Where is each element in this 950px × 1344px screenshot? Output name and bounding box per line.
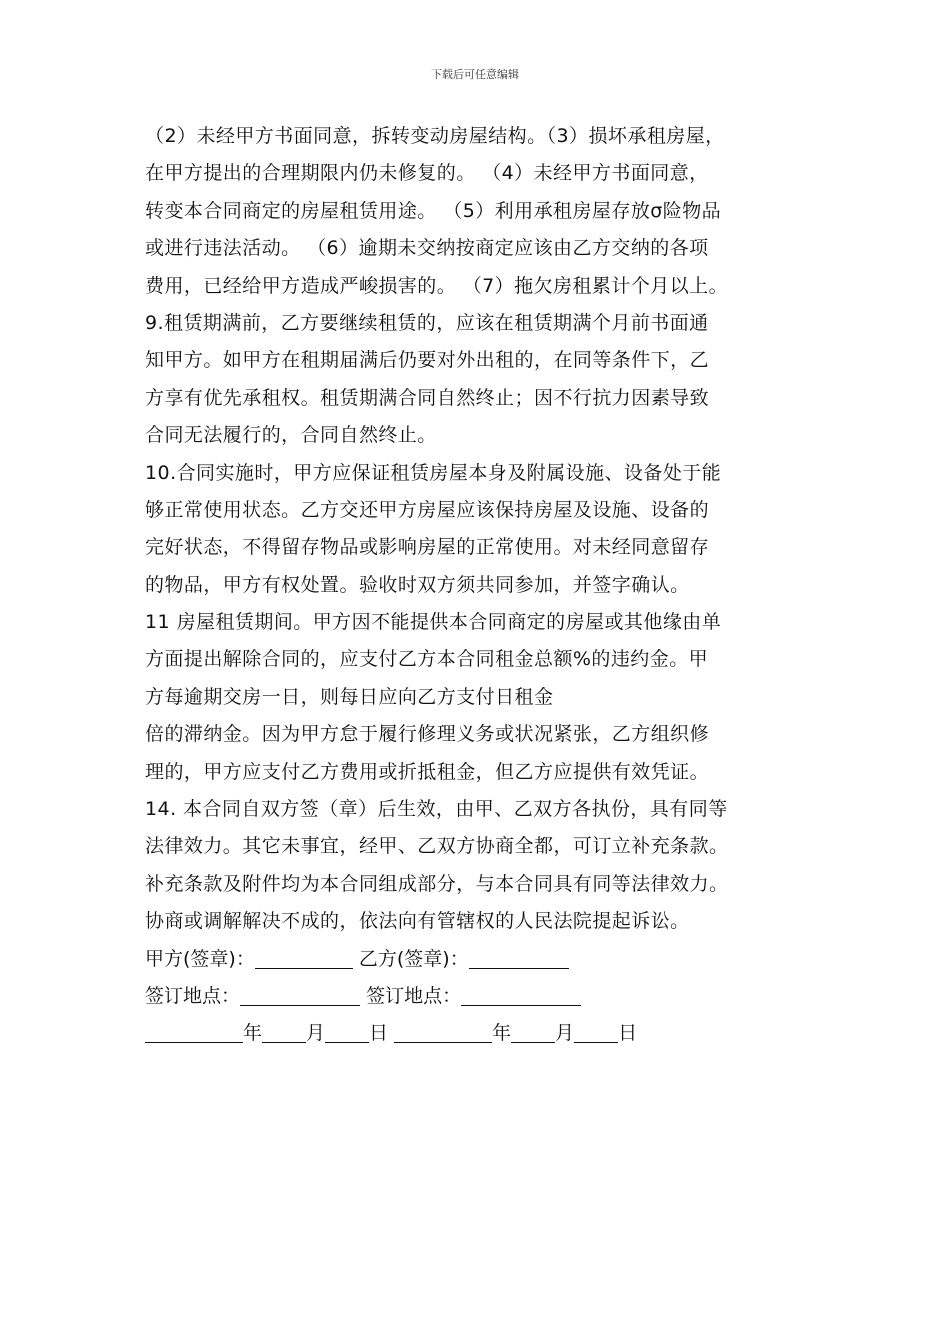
party-a-blank	[255, 946, 353, 969]
text-line: 方享有优先承租权。租赁期满合同自然终止；因不行抗力因素导致	[145, 386, 710, 409]
place-row	[145, 978, 835, 1015]
text-line: 完好状态，不得留存物品或影响房屋的正常使用。对未经同意留存	[145, 536, 710, 559]
signature-row	[145, 941, 835, 978]
text-line: 法律效力。其它未事宜，经甲、乙双方协商全都，可订立补充条款。	[145, 835, 729, 858]
text-line: 费用，已经给甲方造成严峻损害的。 （7）拖欠房租累计个月以上。	[145, 274, 729, 297]
place-a-blank	[240, 983, 360, 1006]
year-blank-b	[394, 1020, 492, 1043]
party-a-label: 甲方(签章)：	[145, 947, 255, 970]
text-line: 14. 本合同自双方签（章）后生效，由甲、乙双方各执份，具有同等	[145, 798, 728, 821]
text-line: 9.租赁期满前，乙方要继续租赁的，应该在租赁期满个月前书面通	[145, 311, 709, 334]
party-b-label: 乙方(签章)：	[358, 947, 469, 970]
place-label-a: 签订地点：	[145, 984, 241, 1007]
text-line: 转变本合同商定的房屋租赁用途。 （5）利用承租房屋存放σ险物品	[145, 199, 722, 222]
year-label-a: 年	[243, 1022, 263, 1045]
text-line: 11 房屋租赁期间。甲方因不能提供本合同商定的房屋或其他缘由单	[145, 611, 722, 634]
day-label-b: 日	[618, 1022, 638, 1045]
text-line: 方每逾期交房一日，则每日应向乙方支付日租金	[145, 685, 554, 708]
year-blank-a	[145, 1020, 243, 1043]
text-line: 够正常使用状态。乙方交还甲方房屋应该保持房屋及设施、设备的	[145, 498, 710, 521]
text-line: 协商或调解解决不成的，依法向有管辖权的人民法院提起诉讼。	[145, 910, 690, 933]
day-blank-b	[574, 1020, 618, 1043]
contract-body	[145, 118, 835, 1053]
text-line: 10.合同实施时，甲方应保证租赁房屋本身及附属设施、设备处于能	[145, 461, 722, 484]
text-line: 方面提出解除合同的，应支付乙方本合同租金总额%的违约金。甲	[145, 648, 709, 671]
month-blank-b	[511, 1020, 555, 1043]
text-line: 倍的滞纳金。因为甲方怠于履行修理义务或状况紧张，乙方组织修	[145, 723, 710, 746]
text-line: 的物品，甲方有权处置。验收时双方须共同参加，并签字确认。	[145, 573, 690, 596]
text-line: （2）未经甲方书面同意，拆转变动房屋结构。（3）损坏承租房屋，	[145, 125, 725, 147]
date-row	[145, 1015, 835, 1052]
text-line: 合同无法履行的，合同自然终止。	[145, 424, 437, 447]
month-label-a: 月	[306, 1022, 326, 1045]
month-label-b: 月	[555, 1022, 575, 1045]
place-label-b: 签订地点：	[366, 984, 462, 1007]
month-blank-a	[262, 1020, 306, 1043]
place-b-blank	[461, 983, 581, 1006]
day-blank-a	[325, 1020, 369, 1043]
text-line: 补充条款及附件均为本合同组成部分，与本合同具有同等法律效力。	[145, 872, 729, 895]
text-line: 在甲方提出的合理期限内仍未修复的。 （4）未经甲方书面同意，	[145, 162, 709, 185]
page-header: 下载后可任意编辑	[431, 68, 519, 81]
day-label-a: 日	[369, 1022, 389, 1045]
text-line: 理的，甲方应支付乙方费用或折抵租金，但乙方应提供有效凭证。	[145, 760, 710, 783]
text-line: 或进行违法活动。 （6）逾期未交纳按商定应该由乙方交纳的各项	[145, 237, 709, 260]
year-label-b: 年	[492, 1022, 512, 1045]
text-line: 知甲方。如甲方在租期届满后仍要对外出租的，在同等条件下，乙	[145, 349, 710, 372]
party-b-blank	[469, 946, 569, 969]
